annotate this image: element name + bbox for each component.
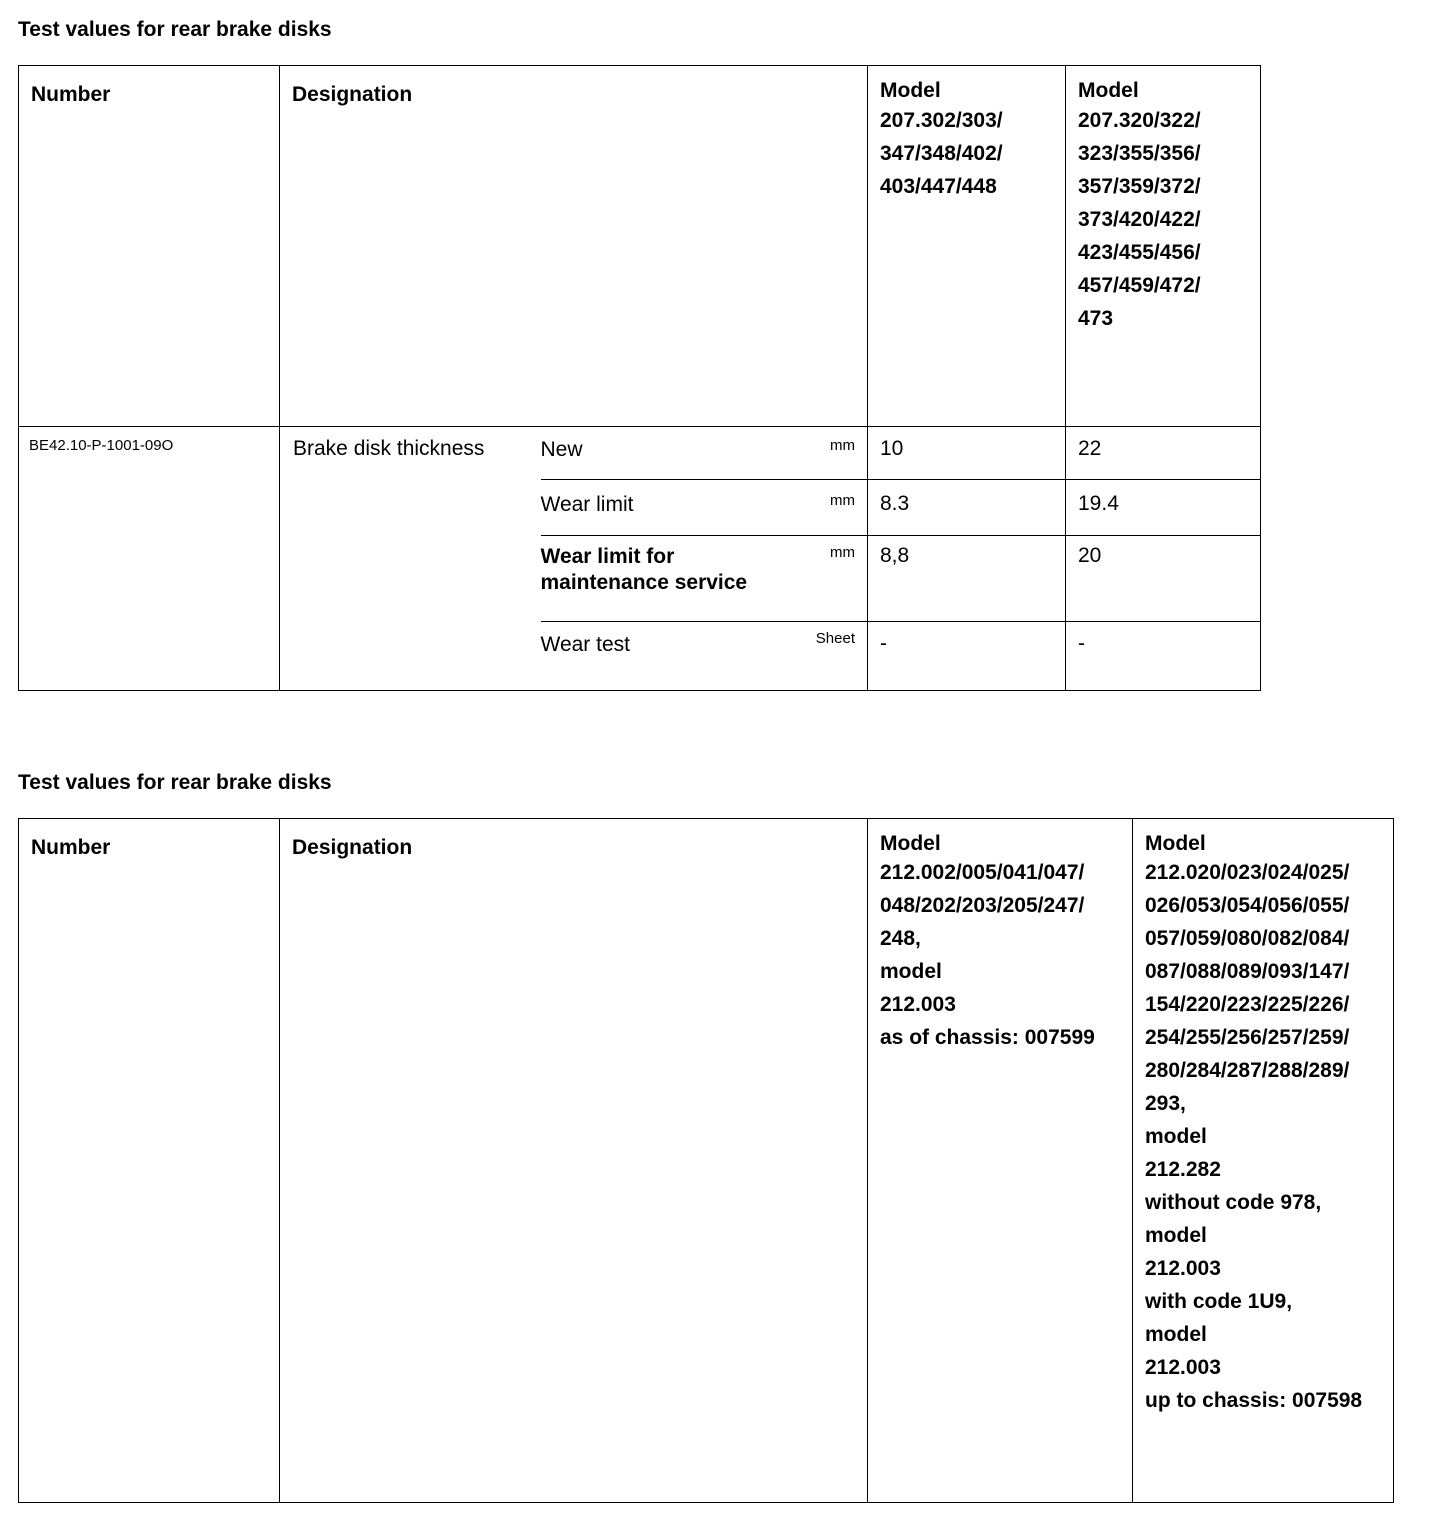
t1-header-number: Number [19,66,280,427]
t1-val-maintenance-a: 8,8 [868,536,1066,622]
t1-val-wear-limit-a: 8.3 [868,480,1066,536]
t1-val-maintenance-b: 20 [1066,536,1261,622]
t1-header-model-a: Model 207.302/303/ 347/348/402/ 403/447/448 [868,66,1066,427]
table2-title: Test values for rear brake disks [18,771,332,794]
t1-header-model-b: Model 207.320/322/ 323/355/356/ 357/359/372/ 373/420/422/ 423/455/456/ 457/459/472/ 473 [1066,66,1261,427]
t1-cell-designation: Brake disk thickness [280,427,541,691]
t1-val-wear-test-a: - [868,622,1066,691]
table1 [18,65,1261,691]
t2-header-designation: Designation [280,819,868,1503]
t2-header-model-b: Model 212.020/023/024/025/ 026/053/054/056/055/ 057/059/080/082/084/ 087/088/089/093/147/ 154/220/223/225/226/ 254/255/256/257/259/ 280/284/287/288/289/ 293, model 212.282 without code 978, model 212.003 with code 1U9, model 212.003 up to chassis: 007598 [1133,819,1394,1503]
t2-header-number: Number [19,819,280,1503]
table1-title: Test values for rear brake disks [18,18,332,41]
table2 [18,818,1394,1503]
t1-param-wear-test: Wear test Sheet [541,622,868,691]
t1-header-designation: Designation [280,66,868,427]
t1-param-wear-limit: Wear limit mm [541,480,868,536]
t1-val-wear-test-b: - [1066,622,1261,691]
t1-param-new: New mm [541,427,868,480]
t1-val-wear-limit-b: 19.4 [1066,480,1261,536]
t1-val-new-b: 22 [1066,427,1261,480]
t1-cell-number: BE42.10-P-1001-09O [19,427,280,691]
t2-header-model-a: Model 212.002/005/041/047/ 048/202/203/205/247/ 248, model 212.003 as of chassis: 007599 [868,819,1133,1503]
t1-val-new-a: 10 [868,427,1066,480]
t1-param-wear-limit-maintenance: Wear limit for maintenance service mm [541,536,868,622]
